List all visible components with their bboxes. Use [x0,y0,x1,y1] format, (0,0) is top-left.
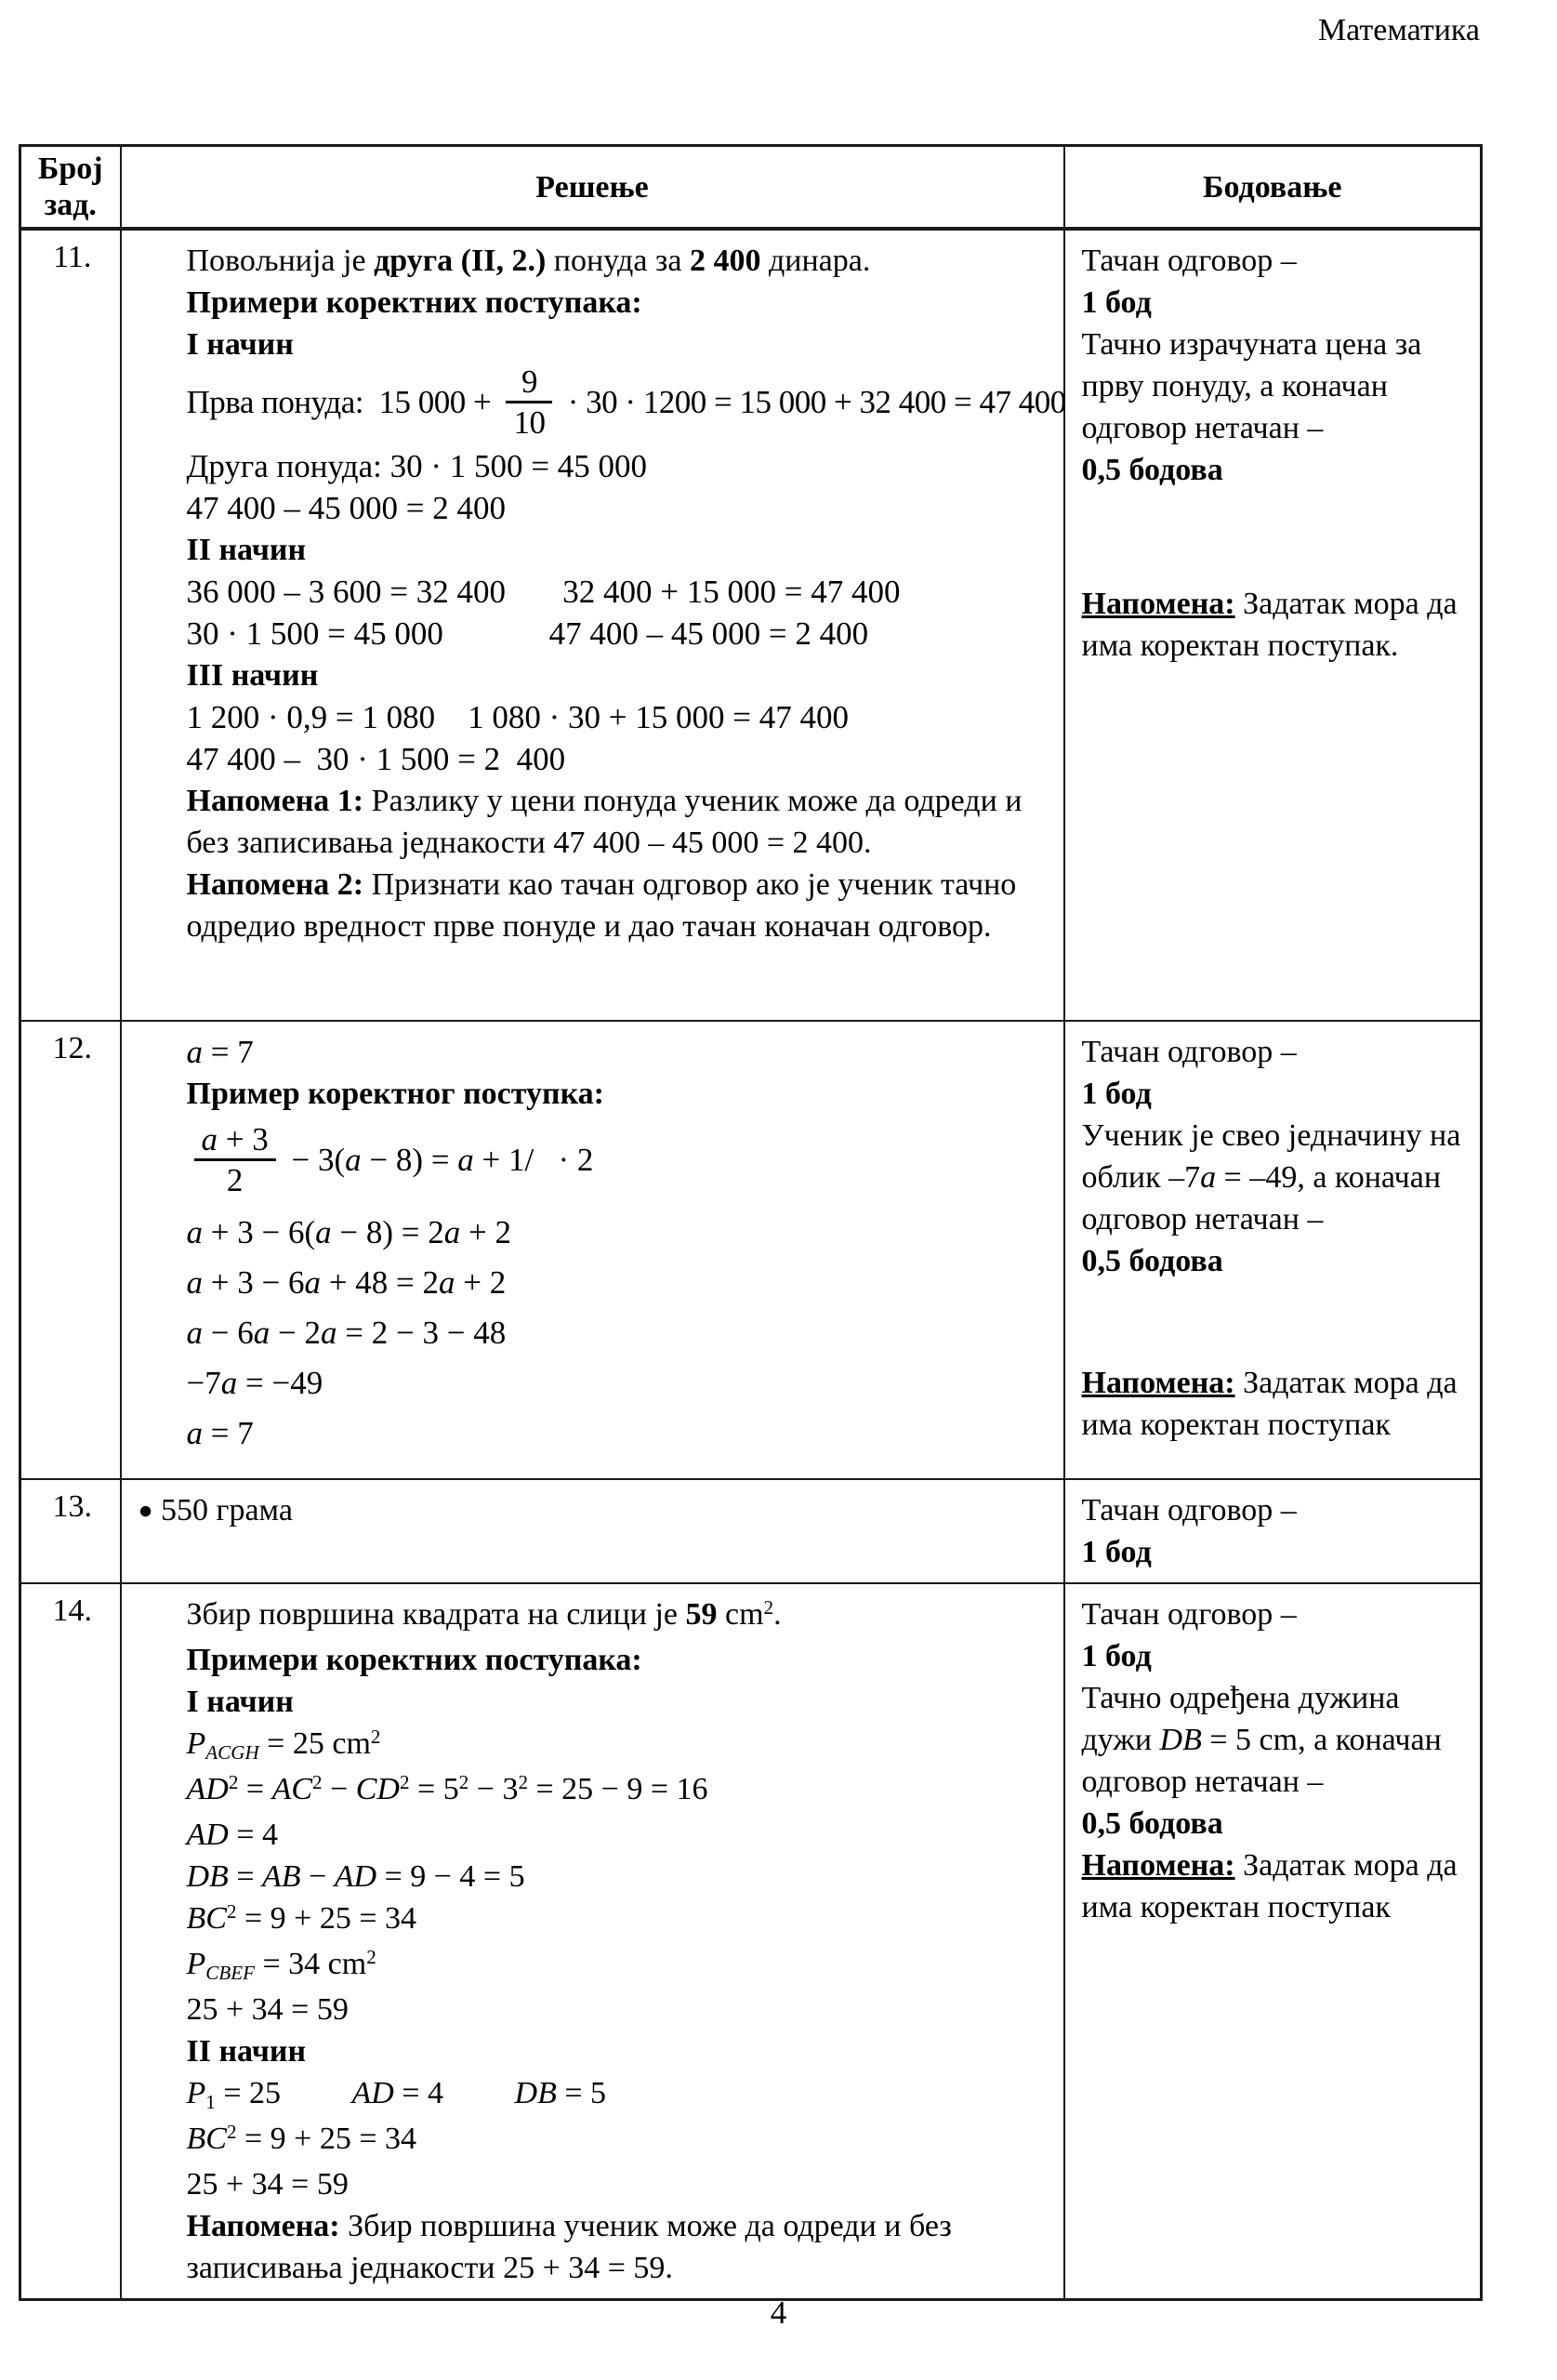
column-header-task-number-line2: зад. [44,188,97,223]
text-line: 1 бод [1081,1639,1152,1674]
text-line: 1 бод [1081,285,1152,321]
text-line: Повољнија је друга (II, 2.) понуда за 2 400 динара. [186,244,871,279]
task-number: 14. [52,1593,92,1629]
text-line: III начин [186,657,319,693]
column-header-task-number [20,146,121,230]
text-line: Прва понуда: 15 000 + $\frac{9}{10}$ · 30 · 1200 = 15 000 + 32 400 = 47 400 [186,364,1066,442]
text-line: Напомена 2: Признати као тачан одговор ако је ученик тачно одредио вредност прве понуде и дао тачан коначан одговор. [186,866,1017,944]
table-header-row [20,146,1482,230]
text-line: 0,5 бодова [1081,1806,1223,1842]
text-line: Пример коректног поступка: [186,1077,604,1112]
fraction: $\frac{9}{10}$ [506,363,552,443]
column-header-solution: Решење [121,146,1064,230]
text-line: II начин [186,2034,307,2069]
solution-cell [121,1021,1064,1479]
text-line: PACGH = 25 $cm^2$ [186,1725,381,1765]
table-header [20,146,1482,230]
text-line: Примери коректних поступака: [186,1643,642,1678]
text-line: 1 200 · 0,9 = 1 080 1 080 · 30 + 15 000 = 47 400 [186,698,850,735]
table-body [20,229,1482,2300]
text-line: Примери коректних поступака: [186,285,642,321]
doc-header-title: Математика [1317,13,1480,47]
task-number-cell [20,229,121,1021]
task-number-cell [20,1021,121,1479]
text-line: 1 бод [1081,1077,1152,1112]
text-line: $BC^2 = 9 + 25 = 34$ [186,1899,417,1937]
text-line: Тачан одговор – [1081,1597,1297,1633]
scoring-cell [1064,229,1482,1021]
text-line: a + 3 − 6a + 48 = 2a + 2 [186,1263,507,1301]
text-line: 25 + 34 = 59 [186,1992,349,2028]
text-line: $BC^2 = 9 + 25 = 34$ [186,2120,417,2157]
solution-cell [121,229,1064,1021]
text-line: II начин [186,532,307,567]
task-number: 11. [53,240,92,275]
solution-lines [139,1489,1050,1531]
text-line: AD = 4 [186,1818,279,1853]
scoring-lines [1082,1031,1468,1446]
table-row-task-13 [20,1479,1482,1583]
solution-lines [139,240,1066,947]
spacer [1082,491,1468,583]
page-number: 4 [770,2294,787,2331]
fraction: $\frac{a + 3}{2}$ [194,1120,276,1200]
text-line: 1 бод [1081,1535,1152,1570]
text-line: DB = AB − AD = 9 − 4 = 5 [186,1859,525,1895]
text-line: Збир површина квадрата на слици је 59 $cm^2$. [186,1595,782,1633]
text-line: 47 400 – 45 000 = 2 400 [186,489,506,526]
text-line: 0,5 бодова [1081,453,1223,488]
text-line: 36 000 – 3 600 = 32 400 32 400 + 15 000 = 47 400 [186,573,901,610]
table-row-task-12 [20,1021,1482,1479]
table-row-task-11 [20,229,1482,1021]
text-line: a = 7 [186,1034,254,1071]
scoring-lines [1082,240,1468,667]
text-line: P1 = 25 AD = 4 DB = 5 [186,2076,607,2114]
text-line: 0,5 бодова [1081,1244,1223,1279]
text-line: Напомена: Задатак мора да има коректан поступак [1081,1365,1458,1442]
task-number-cell [20,1583,121,2300]
solution-lines [139,1031,1050,1454]
scoring-cell [1064,1021,1482,1479]
scoring-cell [1064,1583,1482,2300]
text-line: Тачан одговор – [1081,1035,1297,1070]
text-line: I начин [186,327,294,363]
spacer [1082,1282,1468,1362]
text-line: Друга понуда: 30 · 1 500 = 45 000 [186,447,648,484]
column-header-task-number-line1: Број [37,152,103,186]
text-line: ● 550 грама [138,1493,293,1528]
text-line: Тачно израчуната цена за прву понуду, а коначан одговор нетачан – [1081,327,1422,446]
text-line: $\frac{a + 3}{2}$ − 3(a − 8) = a + 1/ · 2 [187,1123,1050,1203]
text-line: 47 400 – 30 · 1 500 = 2 400 [186,740,566,777]
answer-key-table [19,144,1483,2301]
solution-lines [139,1593,1050,2289]
text-line: Тачан одговор – [1081,244,1297,279]
text-line: a + 3 − 6(a − 8) = 2a + 2 [186,1213,512,1250]
text-line: $AD^2 = AC^2 - CD^2 = 5^2 - 3^2 = 25 - 9 = 16$ [186,1770,708,1807]
scoring-lines [1082,1593,1468,1928]
text-line: I начин [186,1685,294,1720]
task-number: 12. [52,1031,92,1066]
text-line: Ученик је свео једначину на облик –7a = –49, а коначан одговор нетачан – [1081,1118,1461,1237]
text-line: 25 + 34 = 59 [186,2167,349,2202]
scoring-cell [1064,1479,1482,1583]
column-header-scoring: Бодовање [1064,146,1482,230]
task-number-cell [20,1479,121,1583]
text-line: Напомена: Задатак мора да има коректан поступак [1081,1848,1458,1925]
text-line: Тачан одговор – [1081,1493,1297,1528]
text-line: a = 7 [186,1414,254,1451]
task-number: 13. [52,1489,92,1525]
text-line: Напомена: Збир површина ученик може да одреди и без записивања једнакости 25 + 34 = 59. [186,2209,952,2286]
solution-cell [121,1479,1064,1583]
text-line: −7a = −49 [186,1364,323,1401]
text-line: PCBEF = 34 $cm^2$ [186,1945,376,1985]
text-line: Напомена: Задатак мора да има коректан поступак. [1081,587,1458,664]
text-line: Тачно одређена дужина дужи DB = 5 cm, а коначан одговор нетачан – [1081,1681,1442,1800]
text-line: a − 6a − 2a = 2 − 3 − 48 [186,1314,507,1351]
solution-cell [121,1583,1064,2300]
scoring-lines [1082,1489,1468,1573]
text-line: Напомена 1: Разлику у цени понуда ученик може да одреди и без записивања једнакости 47 400 – 45 000 = 2 400. [186,783,1023,860]
table-row-task-14 [20,1583,1482,2300]
text-line: 30 · 1 500 = 45 000 47 400 – 45 000 = 2 400 [186,615,869,652]
